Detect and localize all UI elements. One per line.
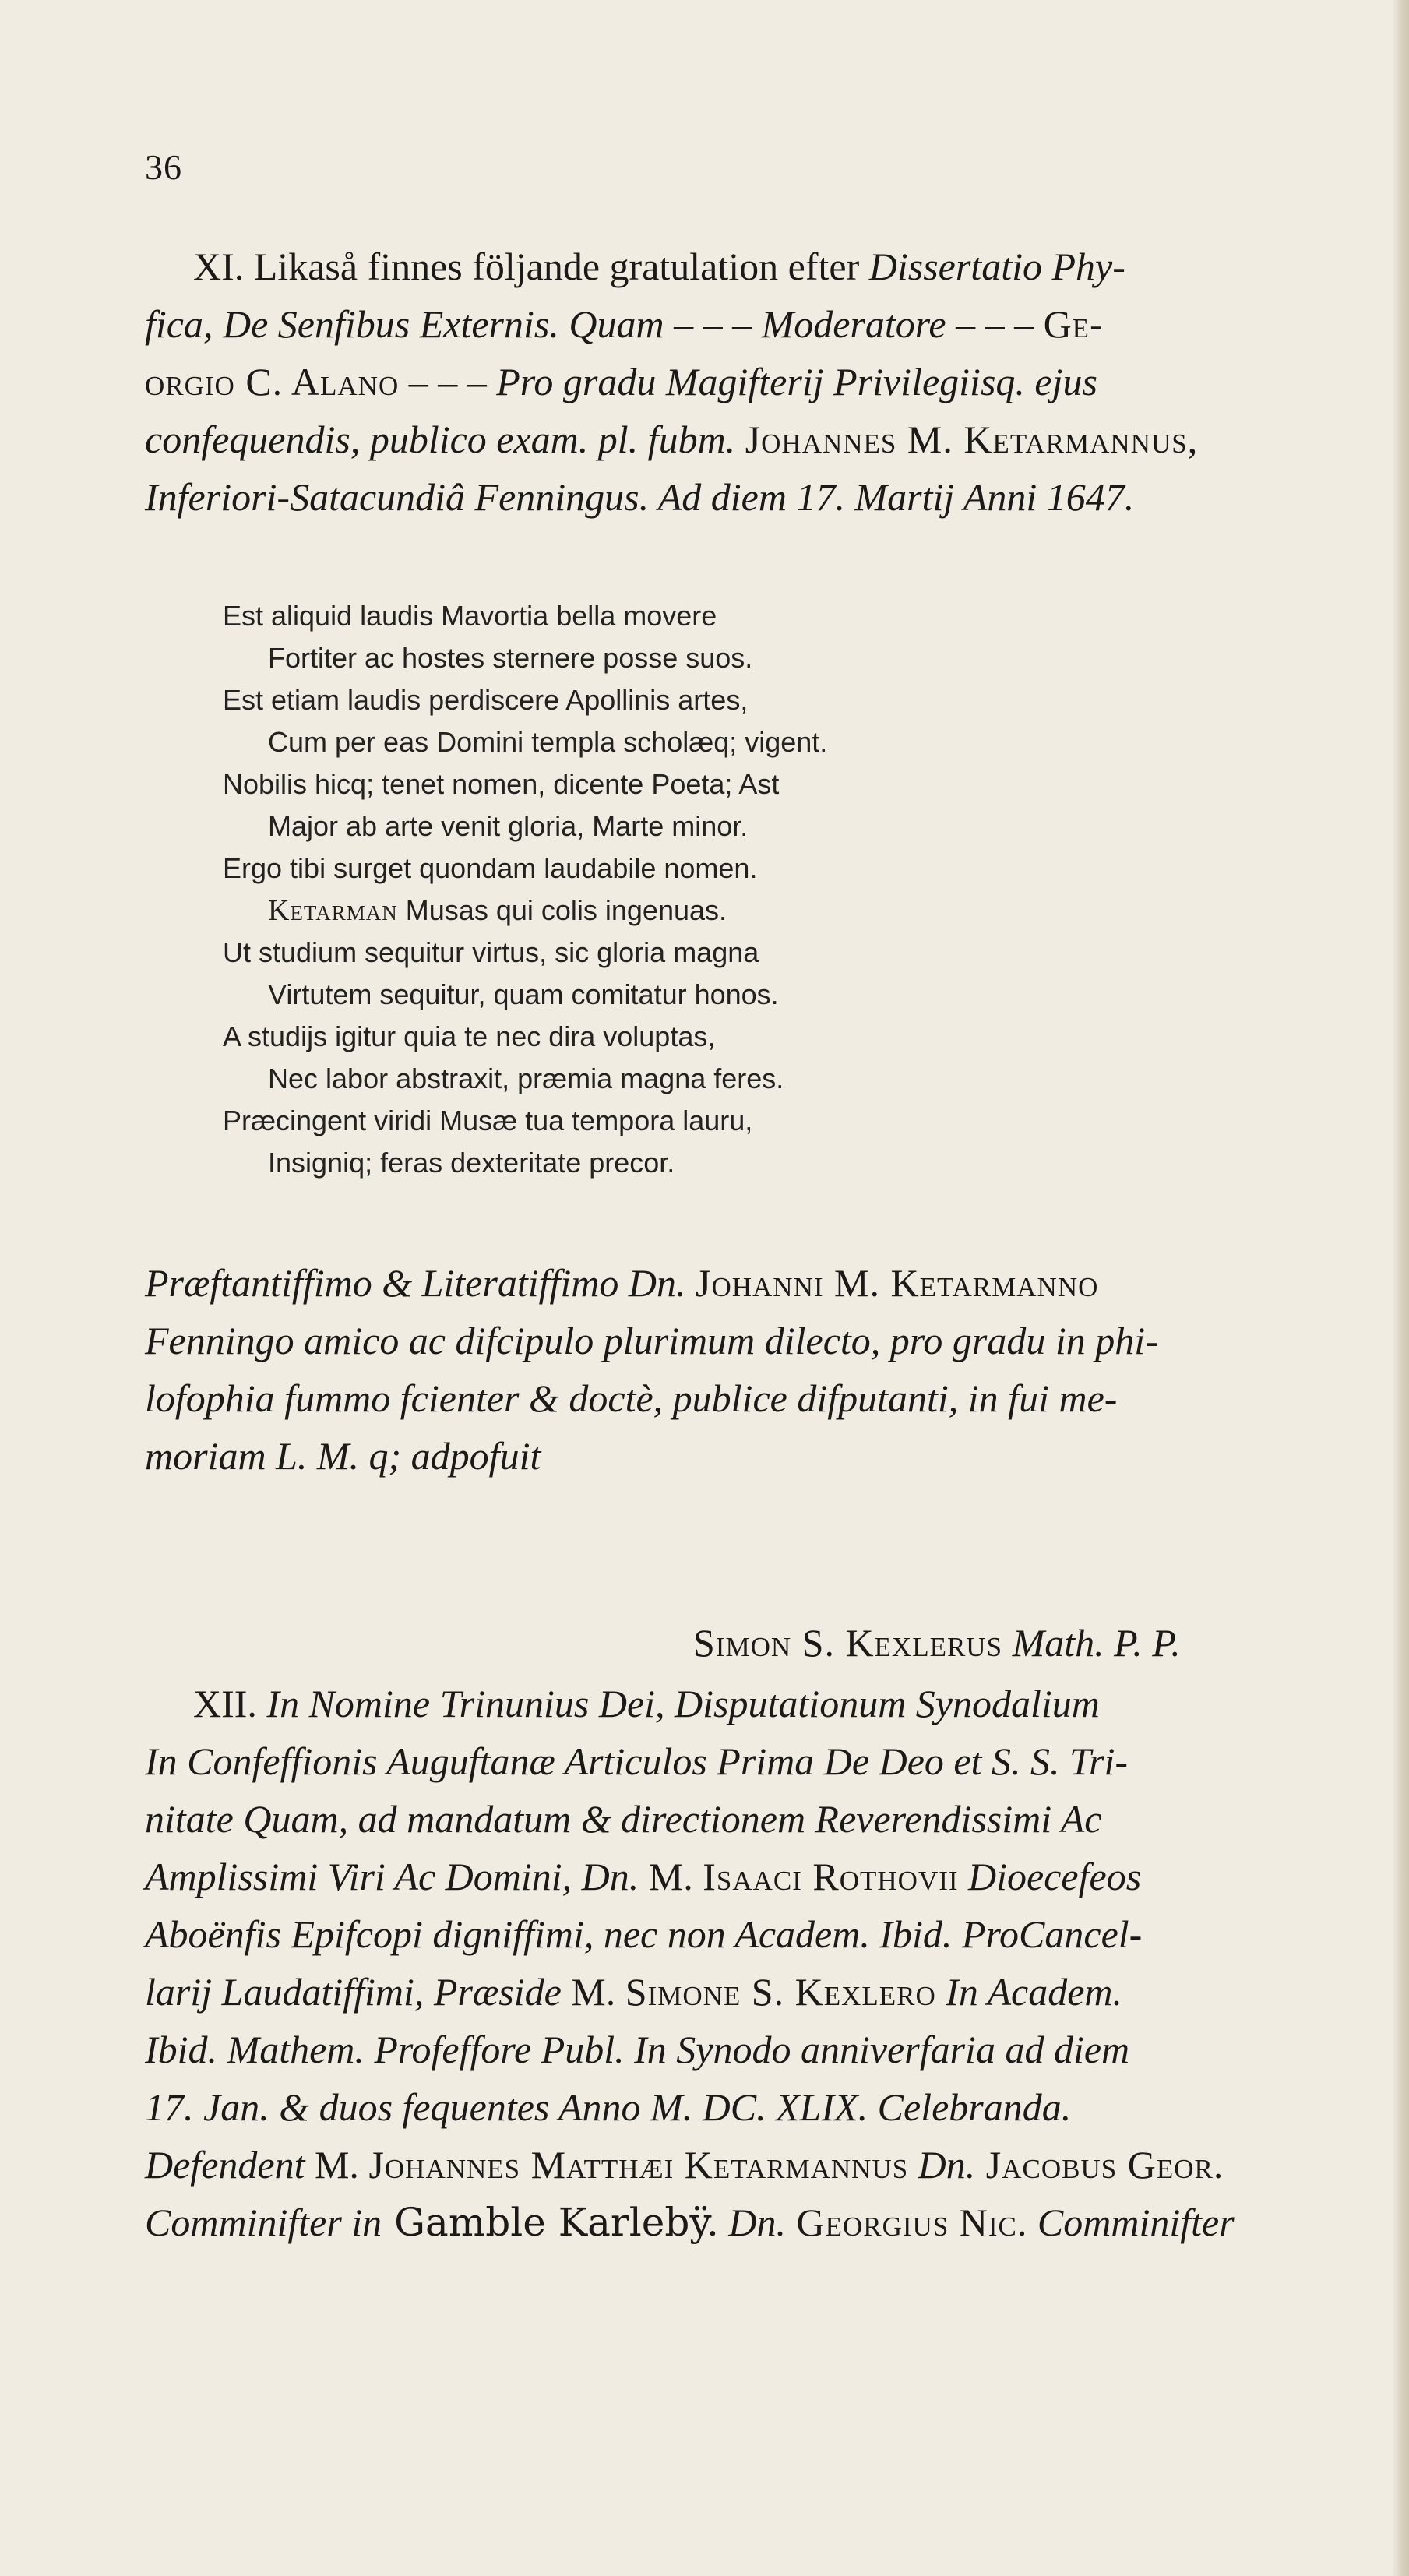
- dedication: [145, 1254, 1305, 1485]
- poem-line: Ut studium sequitur virtus, sic gloria magna: [223, 936, 759, 968]
- dedication-line-2: Fenningo amico ac difcipulo plurimum dilecto, pro gradu in phi-: [145, 1319, 1158, 1362]
- poem-line: Cum per eas Domini templa scholæq; vigent.: [268, 726, 828, 758]
- item-xii-line-10: [145, 2194, 1305, 2251]
- degree: M.: [305, 2143, 369, 2187]
- item-xi-line-4: [145, 411, 1305, 468]
- item-xi-line-5: Inferiori-Satacundiâ Fenningus. Ad diem 17. Martij Anni 1647.: [145, 475, 1135, 519]
- dedication-line-3: lofophia fummo fcienter & doctè, publice difputanti, in fui me-: [145, 1376, 1118, 1420]
- item-xii-line-9: [145, 2136, 1305, 2194]
- item-number: XI.: [193, 245, 245, 288]
- signature: [693, 1614, 1337, 1672]
- person-name: Simone S. Kexlero: [625, 1970, 936, 2014]
- degree: M.: [639, 1855, 703, 1898]
- title-text: Dn.: [718, 2201, 786, 2244]
- title-text: Dioecefeos: [958, 1855, 1142, 1898]
- poem-line: Nec labor abstraxit, præmia magna feres.: [268, 1062, 784, 1094]
- title-text: Pro gradu Magifterij Privilegiisq. ejus: [496, 360, 1097, 403]
- item-xi-line-3: [145, 353, 1305, 411]
- signer-name: Simon S. Kexlerus: [693, 1621, 1003, 1665]
- person-name: Johannes Matthæi Ketarmannus: [368, 2143, 909, 2187]
- poem-line: Insigniq; feras dexteritate precor.: [268, 1147, 675, 1179]
- poem-line: Præcingent viridi Musæ tua tempora lauru,: [223, 1105, 753, 1136]
- dissertation-title: Dissertatio Phy-: [868, 245, 1125, 288]
- item-xii-line-4: [145, 1848, 1305, 1905]
- place-name-fraktur: Gamble Karlebÿ.: [382, 2200, 719, 2245]
- dedication-line-4: moriam L. M. q; adpofuit: [145, 1434, 541, 1478]
- item-number: XII.: [193, 1682, 257, 1725]
- title-text: larij Laudatiffimi, Præside: [145, 1970, 562, 2014]
- person-name: Georgius Nic.: [786, 2201, 1028, 2244]
- person-name: Isaaci Rothovii: [703, 1855, 959, 1898]
- person-name: Ge-: [1043, 302, 1104, 346]
- poem: [223, 595, 1251, 1184]
- page-number: 36: [145, 147, 182, 187]
- poem-line: Fortiter ac hostes sternere posse suos.: [268, 642, 753, 674]
- person-name: Ketarman: [268, 894, 398, 927]
- title-text: confequendis, publico exam. pl. fubm.: [145, 418, 736, 461]
- dedication-text: Præftantiffimo & Literatiffimo Dn.: [145, 1261, 686, 1305]
- poem-line: A studijs igitur quia te nec dira voluptas,: [223, 1020, 716, 1052]
- person-name: Johanni M. Ketarmanno: [696, 1261, 1099, 1305]
- item-xi-line-2: [145, 295, 1305, 353]
- title-text: Defendent: [145, 2143, 305, 2187]
- dash: – – –: [946, 302, 1044, 346]
- title-text: In Academ.: [935, 1970, 1123, 2014]
- item-xii-line-3: nitate Quam, ad mandatum & directionem Reverendissimi Ac: [145, 1797, 1102, 1841]
- title-text: Dn.: [908, 2143, 976, 2187]
- item-xii-line-7: Ibid. Mathem. Profeffore Publ. In Synodo anniverfaria ad diem: [145, 2028, 1130, 2071]
- item-text: Likaså finnes följande gratulation efter: [253, 245, 860, 288]
- poem-line: Est aliquid laudis Mavortia bella movere: [223, 600, 717, 632]
- page-edge-shadow: [1392, 0, 1409, 2576]
- dash: – – –: [399, 360, 497, 403]
- item-xii: [145, 1675, 1305, 2251]
- title-text: Comminifter: [1027, 2201, 1235, 2244]
- poem-line: Virtutem sequitur, quam comitatur honos.: [268, 978, 779, 1010]
- poem-text: Musas qui colis ingenuas.: [397, 894, 727, 926]
- person-name: Johannes M. Ketarmannus,: [745, 418, 1199, 461]
- title-text: Comminifter in: [145, 2201, 382, 2244]
- degree: M.: [561, 1970, 625, 2014]
- poem-line: Nobilis hicq; tenet nomen, dicente Poeta; Ast: [223, 768, 780, 800]
- title-text: Moderatore: [761, 302, 946, 346]
- poem-line: Est etiam laudis perdiscere Apollinis artes,: [223, 684, 749, 716]
- poem-line: Ergo tibi surget quondam laudabile nomen.: [223, 852, 758, 884]
- dedication-line-1: [145, 1254, 1305, 1312]
- item-xii-line-8: 17. Jan. & duos fequentes Anno M. DC. XLIX. Celebranda.: [145, 2085, 1072, 2129]
- person-name: orgio C. Alano: [145, 360, 400, 403]
- signer-title: Math. P. P.: [1012, 1621, 1181, 1665]
- title-text: Amplissimi Viri Ac Domini, Dn.: [145, 1855, 639, 1898]
- item-xii-line-1: [145, 1675, 1305, 1732]
- dash: – – –: [664, 302, 762, 346]
- item-xii-line-6: [145, 1963, 1305, 2021]
- person-name: Jacobus Geor.: [975, 2143, 1224, 2187]
- item-xi-line-1: [145, 238, 1305, 295]
- title-text: In Nomine Trinunius Dei, Disputationum Synodalium: [266, 1682, 1100, 1725]
- item-xi-heading: [145, 238, 1305, 526]
- item-xii-line-5: Aboënfis Epifcopi digniffimi, nec non Academ. Ibid. ProCancel-: [145, 1912, 1143, 1956]
- poem-line: Major ab arte venit gloria, Marte minor.: [268, 810, 749, 842]
- poem-line: [223, 890, 1251, 932]
- item-xii-line-2: In Confeffionis Auguftanæ Articulos Prima De Deo et S. S. Tri-: [145, 1739, 1129, 1783]
- title-text: fica, De Senfibus Externis. Quam: [145, 302, 664, 346]
